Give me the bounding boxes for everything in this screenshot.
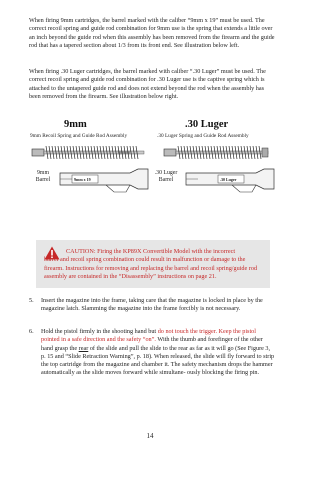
step-6-text-a: Hold the pistol firmly in the shooting hand but [41,328,158,335]
step-6-warning-text: do not touch the trigger. Keep the pistol pointed in a safe direction and the safety “on”. [41,328,256,344]
step-6-text-b: With the thumb and forefinger of the other hand grasp the [41,336,263,352]
step-6-rear-underlined: rear [78,344,89,352]
caption-9mm-assembly: 9mm Recoil Spring and Guide Rod Assembly [30,133,128,139]
heading-30-luger: .30 Luger [185,119,229,130]
label-30-luger-barrel: .30 Luger Barrel [154,170,178,183]
step-6-text-c: of the slide and pull the slide to the rear as far as it will go (See Figure 3, p. 15 and “Slide Retraction Warning”, p. 18). When released, the slide will fly forward to strip the top cartridge from the magazine and chamber it. The safety mechanism drops the hammer automatically as the slide moves forward while simultane- ously blocking the firing pin. [41,344,275,377]
step-5: 5. Insert the magazine into the frame, taking care that the magazine is locked in place by the magazine latch. Slamming the magazine into the frame forcibly is not necessary. [29,297,263,313]
heading-9mm: 9mm [64,119,87,130]
caption-30-luger-assembly: .30 Luger Spring and Guide Rod Assembly [157,133,249,139]
caution-box [36,240,270,288]
paragraph-9mm: When firing 9mm cartridges, the barrel marked with the caliber “9mm x 19” must be used. The correct recoil spring and guide rod combination for 9mm use is the spring that extends a little over an inch beyond the guide rod when this assembly has been removed from the firearm and the guide rod that has a tapered section about 1/3 from its front end. See illustration below left. [29,17,275,49]
9mm-spring-guide-rod-illustration [30,142,150,162]
paragraph-30-luger: When firing .30 Luger cartridges, the barrel marked with caliber “.30 Luger” must be used. The correct recoil spring and guide rod combination for .30 Luger use is the captive spring which is attached to the untapered guide rod and does not extend beyond the rod when the assembly has been removed from the firearm. See illustration below right. [29,68,266,100]
9mm-barrel-illustration [58,165,150,195]
30-luger-spring-guide-rod-illustration [162,142,272,162]
30-luger-barrel-stamp: .30 Luger [220,177,237,182]
step-6: 6. Hold the pistol firmly in the shooting hand but do not touch the trigger. Keep the pistol pointed in a safe direction and the safety “on”. With the thumb and forefinger of the other hand grasp the rear of the slide and pull the slide to the rear as far as it will go (See Figure 3, p. 15 and “Slide Retraction Warning”, p. 18). When released, the slide will fly forward to strip the top cartridge from the magazine and chamber it. The safety mechanism drops the hammer automatically as the slide moves forward while simultane- ously blocking the firing pin. [29,328,275,377]
9mm-barrel-stamp: 9mm x 19 [74,177,91,182]
page-number: 14 [146,432,154,440]
caution-text: CAUTION: Firing the KP89X Convertible Model with the incorrect barrel and recoil spring combination could result in malfunction or damage to the firearm. Instructions for removing and replacing the barrel and recoil spring/guide rod assembly are contained in the “Disassembly” instructions on page 21. [44,248,258,281]
label-9mm-barrel: 9mm Barrel [35,170,51,183]
